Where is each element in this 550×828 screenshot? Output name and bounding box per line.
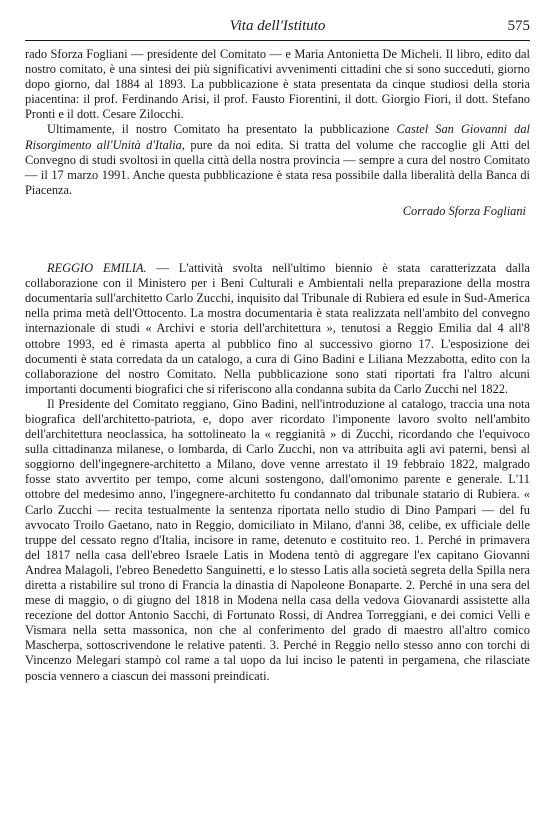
header-rule [25, 40, 530, 41]
running-title: Vita dell'Istituto [229, 18, 326, 34]
paragraph-castel-san-giovanni [25, 122, 530, 197]
running-header [25, 18, 530, 38]
paragraph-badini: Il Presidente del Comitato reggiano, Gino Badini, nell'introduzione al catalogo, traccia una nota biografica dell'architetto-patriota, e, dopo aver ricordato l'imponente lavoro svolto nell'ambito dell'architettura neoclassica, ha sottolineato la « reggianità » di Zucchi, ricordando che l'equivoco sulla cittadinanza milanese, o lombarda, di Carlo Zucchi, non va attribuita agli avi paterni, bensì al soggiorno dell'ingegnere-architetto a Milano, dove venne arrestato il 19 febbraio 1822, malgrado fosse stato avvertito per tempo, come alcuni sostengono, dall'omonimo parente e generale. L'11 ottobre del medesimo anno, l'ingegnere-architetto fu condannato dal tribunale statario di Rubiera. « Carlo Zucchi — recita testualmente la sentenza riportata nello studio di Dino Pampari — del fu avvocato Troilo Gaetano, nato in Reggio, domiciliato in Milano, d'anni 38, celibe, ex ufficiale delle truppe del cessato regno d'Italia, incisore in rame, detenuto e costituito reo. 1. Perché in primavera del 1817 nella casa dell'ebreo Israele Latis in Modena tentò di aggregare l'ex capitano Giovanni Andrea Malagoli, l'ebreo Benedetto Sanguinetti, e lo stesso Latis alla società segreta della Spilla nera diretta a ristabilire sul trono di Francia la dinastia di Napoleone Bonaparte. 2. Perché in una sera del mese di maggio, o di giugno del 1818 in Modena nella casa della vedova Giovanardi assistette alla recezione del dottor Antonio Sacchi, di Fortunato Rossi, di Andrea Torreggiani, e dei comici Velli e Vismara nella setta massonica, non che al conferimento del grado di maestro all'altro comico Mascherpa, sottoscrivendone le relative patenti. 3. Perché in Reggio nello stesso anno con torchi di Vincenzo Melegari stampò col rame a tal uopo da lui inciso le patenti in pergamena, che rilasciate poscia vennero a ciascun dei massoni preindicati. [25, 396, 530, 683]
paragraph-text: — L'attività svolta nell'ultimo biennio è stata caratterizzata dalla collaborazione con il Ministero per i Beni Culturali e Ambientali nella preparazione della mostra documentaria sull'architetto Carlo Zucchi, inquisito dal Tribunale di Rubiera ed esule in Sud-America nella prima metà dell'Ottocento. La mostra documentaria è stata realizzata nell'ambito del convegno internazionale di studi « Archivi e storia dell'architettura », tenutosi a Reggio Emilia dal 4 all'8 ottobre 1993, ed è rimasta aperta al pubblico fino al successivo giorno 17. L'esposizione dei documenti è stata corredata da un catalogo, a cura di Gino Badini e Liliana Mezzabotta, edito con la collaborazione del nostro Comitato. Nella pubblicazione sono stati riportati fra l'altro alcuni importanti documenti biografici che si riferiscono alla condanna subita da Carlo Zucchi nel 1822. [25, 261, 531, 396]
paragraph-continuation: rado Sforza Fogliani — presidente del Comitato — e Maria Antonietta De Micheli. Il libro, edito dal nostro comitato, è una sintesi dei più significativi avvenimenti cittadini che si sono succeduti, giorno dopo giorno, dal 1884 al 1893. La pubblicazione è stata presentata da cinque studiosi della storia piacentina: il prof. Ferdinando Arisi, il prof. Fausto Fiorentini, il dott. Giorgio Fiori, il dott. Stefano Pronti e il dott. Cesare Zilocchi. [25, 47, 530, 122]
author-signature: Corrado Sforza Fogliani [402, 203, 526, 218]
paragraph-text-end: pure da noi edita. Si tratta del volume che raccoglie gli Atti del Convegno di studi svoltosi in quella città della nostra provincia — sempre a cura del nostro Comitato — il 17 marzo 1991. Anche questa pubblicazione è stata resa possibile dalla liberalità della Banca di Piacenza. [25, 137, 530, 197]
page-number: 575 [507, 18, 530, 34]
section-gap [25, 219, 530, 261]
publication-title: Castel San Giovanni dal Risorgimento all'Unità d'Italia, [25, 122, 530, 152]
section-title-reggio-emilia: REGGIO EMILIA. [47, 261, 147, 276]
paragraph-text-start: Ultimamente, il nostro Comitato ha presentato la pubblicazione [47, 122, 397, 137]
paragraph-reggio-emilia [25, 261, 530, 397]
